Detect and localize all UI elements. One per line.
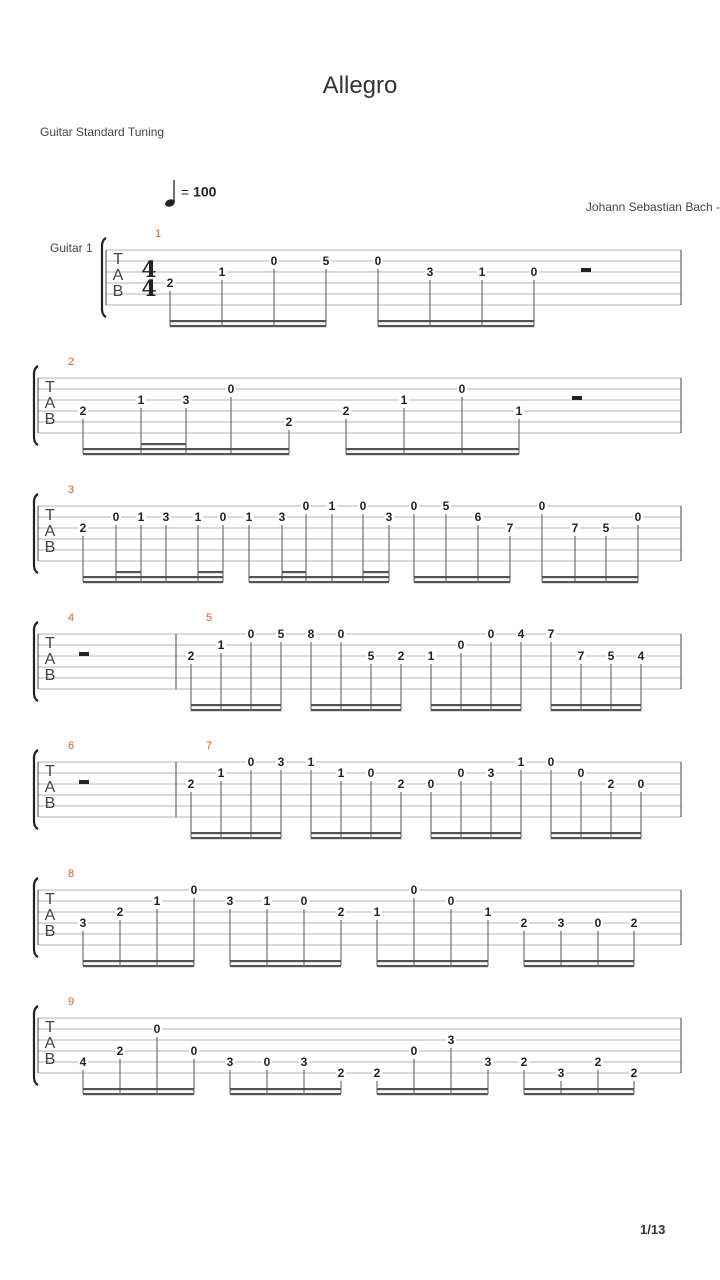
fret-number: 6 (474, 510, 482, 524)
beam (311, 704, 401, 706)
rest-symbol (79, 652, 89, 656)
beam (83, 453, 289, 455)
beam (551, 704, 641, 706)
tab-clef-letter: A (44, 395, 56, 412)
fret-number: 0 (457, 766, 465, 780)
fret-number: 0 (634, 510, 642, 524)
beam (551, 837, 641, 839)
fret-number: 0 (410, 1044, 418, 1058)
beam (311, 832, 401, 834)
fret-number: 0 (247, 755, 255, 769)
bar-number: 7 (205, 740, 213, 752)
fret-number: 0 (112, 510, 120, 524)
bar-number: 8 (67, 868, 75, 880)
fret-number: 0 (538, 499, 546, 513)
rest-symbol (572, 396, 582, 400)
system-bracket (34, 1006, 38, 1085)
fret-number: 2 (607, 777, 615, 791)
fret-number: 4 (517, 627, 525, 641)
beam (230, 1093, 341, 1095)
fret-number: 0 (270, 254, 278, 268)
beam (431, 704, 521, 706)
beam (83, 1093, 194, 1095)
fret-number: 1 (217, 638, 225, 652)
fret-number: 8 (307, 627, 315, 641)
beam (83, 581, 223, 583)
fret-number: 0 (447, 894, 455, 908)
rest-symbol (581, 268, 591, 272)
fret-number: 5 (607, 649, 615, 663)
tab-clef-letter: A (44, 523, 56, 540)
fret-number: 5 (602, 521, 610, 535)
beam (524, 1088, 634, 1090)
tab-clef-letter: A (44, 1035, 56, 1052)
fret-number: 0 (637, 777, 645, 791)
bar-number: 2 (67, 356, 75, 368)
beam (170, 320, 326, 322)
fret-number: 1 (478, 265, 486, 279)
fret-number: 3 (79, 916, 87, 930)
tab-clef-letter: T (45, 891, 55, 908)
beam (346, 448, 519, 450)
fret-number: 1 (153, 894, 161, 908)
sub-beam (282, 571, 306, 573)
fret-number: 0 (337, 627, 345, 641)
beam (230, 960, 341, 962)
fret-number: 1 (484, 905, 492, 919)
fret-number: 4 (79, 1055, 87, 1069)
tuning-label: Guitar Standard Tuning (40, 125, 165, 139)
tab-clef-letter: B (44, 795, 56, 812)
fret-number: 1 (137, 393, 145, 407)
fret-number: 0 (487, 627, 495, 641)
fret-number: 0 (190, 1044, 198, 1058)
system-bracket (34, 366, 38, 445)
fret-number: 2 (520, 916, 528, 930)
tab-clef-letter: T (45, 1019, 55, 1036)
beam (377, 965, 488, 967)
beam (431, 837, 521, 839)
fret-number: 7 (506, 521, 514, 535)
page-number: 1/13 (640, 1222, 666, 1237)
beam (524, 1093, 634, 1095)
tab-clef-letter: T (45, 635, 55, 652)
beam (191, 837, 281, 839)
bar-number: 6 (67, 740, 75, 752)
beam (377, 1088, 488, 1090)
bar-number: 3 (67, 484, 75, 496)
tab-clef-letter: B (44, 539, 56, 556)
beam (524, 960, 634, 962)
fret-number: 3 (385, 510, 393, 524)
system-bracket (102, 238, 106, 317)
beam (191, 704, 281, 706)
beam (377, 960, 488, 962)
fret-number: 5 (277, 627, 285, 641)
beam (378, 320, 534, 322)
beam (83, 448, 289, 450)
fret-number: 0 (577, 766, 585, 780)
beam (249, 581, 389, 583)
fret-number: 2 (79, 521, 87, 535)
bar-number: 4 (67, 612, 75, 624)
fret-number: 0 (427, 777, 435, 791)
fret-number: 0 (410, 499, 418, 513)
fret-number: 0 (263, 1055, 271, 1069)
fret-number: 4 (637, 649, 645, 663)
fret-number: 2 (373, 1066, 381, 1080)
fret-number: 2 (116, 905, 124, 919)
fret-number: 1 (245, 510, 253, 524)
fret-number: 2 (166, 276, 174, 290)
fret-number: 0 (374, 254, 382, 268)
fret-number: 7 (547, 627, 555, 641)
fret-number: 0 (530, 265, 538, 279)
fret-number: 0 (547, 755, 555, 769)
system-bracket (34, 750, 38, 829)
fret-number: 7 (577, 649, 585, 663)
fret-number: 2 (594, 1055, 602, 1069)
fret-number: 0 (190, 883, 198, 897)
beam (230, 965, 341, 967)
bar-number: 9 (67, 996, 75, 1008)
tempo-bpm: 100 (193, 183, 217, 200)
fret-number: 1 (373, 905, 381, 919)
beam (542, 576, 638, 578)
fret-number: 3 (300, 1055, 308, 1069)
tab-clef-letter: A (44, 651, 56, 668)
tab-clef-letter: A (44, 779, 56, 796)
beam (311, 837, 401, 839)
beam (431, 709, 521, 711)
fret-number: 3 (162, 510, 170, 524)
track-name: Guitar 1 (50, 241, 93, 255)
fret-number: 3 (447, 1033, 455, 1047)
fret-number: 5 (442, 499, 450, 513)
beam (230, 1088, 341, 1090)
sub-beam (141, 443, 186, 445)
fret-number: 0 (458, 382, 466, 396)
fret-number: 1 (517, 755, 525, 769)
beam (542, 581, 638, 583)
fret-number: 2 (342, 404, 350, 418)
fret-number: 0 (457, 638, 465, 652)
tab-clef-letter: A (44, 907, 56, 924)
fret-number: 0 (219, 510, 227, 524)
beam (551, 832, 641, 834)
tab-clef-letter: A (112, 267, 124, 284)
fret-number: 2 (397, 777, 405, 791)
beam (191, 832, 281, 834)
fret-number: 1 (307, 755, 315, 769)
tab-clef-letter: B (44, 1051, 56, 1068)
sub-beam (198, 571, 223, 573)
fret-number: 2 (337, 905, 345, 919)
tab-clef-letter: B (112, 283, 124, 300)
fret-number: 2 (630, 1066, 638, 1080)
fret-number: 0 (153, 1022, 161, 1036)
fret-number: 2 (116, 1044, 124, 1058)
fret-number: 1 (427, 649, 435, 663)
system-bracket (34, 622, 38, 701)
beam (378, 325, 534, 327)
fret-number: 3 (226, 894, 234, 908)
beam (414, 581, 510, 583)
time-signature-bottom: 4 (141, 276, 157, 302)
fret-number: 3 (557, 916, 565, 930)
time-signature-top: 4 (141, 257, 157, 283)
tab-clef-letter: T (113, 251, 123, 268)
beam (170, 325, 326, 327)
composer-label: Johann Sebastian Bach - (585, 200, 720, 214)
beam (83, 1088, 194, 1090)
fret-number: 3 (277, 755, 285, 769)
fret-number: 2 (285, 415, 293, 429)
fret-number: 2 (337, 1066, 345, 1080)
beam (414, 576, 510, 578)
tempo-equals: = (180, 183, 190, 200)
fret-number: 5 (367, 649, 375, 663)
fret-number: 3 (226, 1055, 234, 1069)
beam (431, 832, 521, 834)
rest-symbol (79, 780, 89, 784)
tab-clef-letter: T (45, 507, 55, 524)
fret-number: 1 (328, 499, 336, 513)
tab-clef-letter: B (44, 923, 56, 940)
fret-number: 0 (302, 499, 310, 513)
fret-number: 0 (410, 883, 418, 897)
sub-beam (116, 571, 141, 573)
beam (311, 709, 401, 711)
fret-number: 2 (397, 649, 405, 663)
fret-number: 3 (487, 766, 495, 780)
fret-number: 2 (187, 777, 195, 791)
beam (377, 1093, 488, 1095)
sub-beam (363, 571, 389, 573)
fret-number: 3 (426, 265, 434, 279)
fret-number: 1 (400, 393, 408, 407)
fret-number: 2 (187, 649, 195, 663)
fret-number: 0 (367, 766, 375, 780)
tab-clef-letter: B (44, 667, 56, 684)
beam (249, 576, 389, 578)
fret-number: 2 (630, 916, 638, 930)
fret-number: 2 (79, 404, 87, 418)
fret-number: 3 (484, 1055, 492, 1069)
fret-number: 7 (571, 521, 579, 535)
fret-number: 1 (263, 894, 271, 908)
fret-number: 0 (227, 382, 235, 396)
fret-number: 5 (322, 254, 330, 268)
fret-number: 1 (337, 766, 345, 780)
fret-number: 0 (359, 499, 367, 513)
fret-number: 2 (520, 1055, 528, 1069)
beam (83, 965, 194, 967)
fret-number: 0 (247, 627, 255, 641)
score-title: Allegro (322, 72, 398, 99)
beam (83, 960, 194, 962)
fret-number: 1 (194, 510, 202, 524)
bar-number: 1 (154, 228, 162, 240)
fret-number: 3 (278, 510, 286, 524)
bar-number: 5 (205, 612, 213, 624)
beam (551, 709, 641, 711)
beam (83, 576, 223, 578)
tab-clef-letter: T (45, 379, 55, 396)
tab-clef-letter: B (44, 411, 56, 428)
fret-number: 0 (300, 894, 308, 908)
beam (346, 453, 519, 455)
tab-clef-letter: T (45, 763, 55, 780)
fret-number: 0 (594, 916, 602, 930)
fret-number: 3 (182, 393, 190, 407)
fret-number: 1 (218, 265, 226, 279)
fret-number: 3 (557, 1066, 565, 1080)
system-bracket (34, 494, 38, 573)
fret-number: 1 (515, 404, 523, 418)
fret-number: 1 (137, 510, 145, 524)
system-bracket (34, 878, 38, 957)
fret-number: 1 (217, 766, 225, 780)
beam (191, 709, 281, 711)
beam (524, 965, 634, 967)
